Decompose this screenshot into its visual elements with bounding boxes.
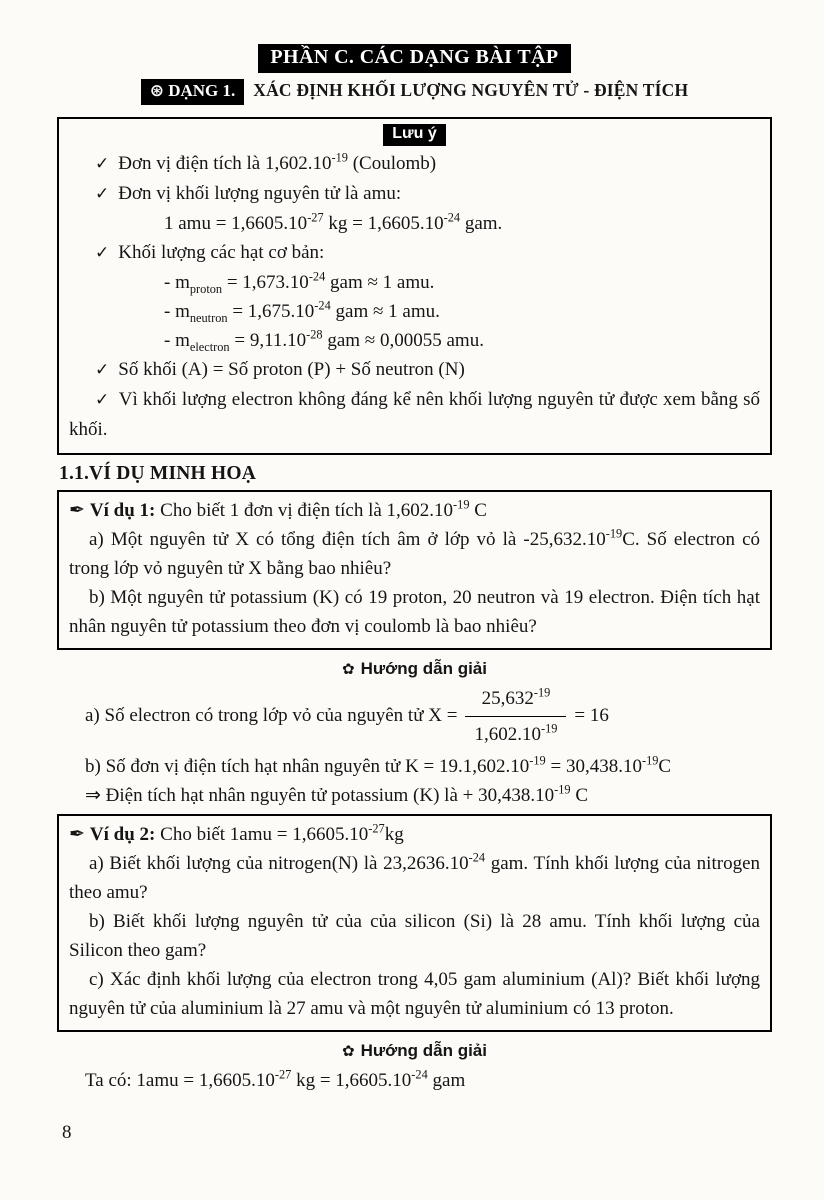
pen-icon: ✒ bbox=[69, 823, 85, 845]
note-badge-row bbox=[69, 122, 760, 146]
pen-icon: ✒ bbox=[69, 499, 85, 521]
note-text: Đơn vị khối lượng nguyên tử là amu: bbox=[118, 183, 402, 204]
dang-title: XÁC ĐỊNH KHỐI LƯỢNG NGUYÊN TỬ - ĐIỆN TÍCH bbox=[253, 80, 689, 100]
solution-1-a-prefix: a) Số electron có trong lớp vỏ của nguyên tử X = bbox=[85, 704, 458, 726]
example-2-part-b: b) Biết khối lượng nguyên tử của của silicon (Si) là 28 amu. Tính khối lượng của Silicon theo gam? bbox=[69, 911, 760, 961]
solution-1-heading-text: Hướng dẫn giải bbox=[360, 659, 487, 678]
check-icon: ✓ bbox=[95, 360, 110, 380]
note-line-electron-negligible bbox=[69, 385, 760, 444]
solution-1-conclusion: ⇒ Điện tích hạt nhân nguyên tử potassium (K) là + $30,438.10^{-19}$ C bbox=[85, 782, 589, 806]
example-1-part-b: b) Một nguyên tử potassium (K) có 19 proton, 20 neutron và 19 electron. Điện tích hạt nhân nguyên tử potassium theo đơn vị coulomb là bao nhiêu? bbox=[69, 587, 760, 637]
gear-icon: ⊛ bbox=[149, 81, 164, 101]
note-line-mass-number bbox=[69, 355, 760, 385]
note-text: Khối lượng các hạt cơ bản: bbox=[118, 242, 325, 263]
note-badge: Lưu ý bbox=[383, 124, 445, 146]
example-2-part-a: a) Biết khối lượng của nitrogen(N) là $23,2636.10^{-24}$ gam. Tính khối lượng của nitrogen theo amu? bbox=[69, 850, 760, 903]
note-box bbox=[57, 117, 772, 455]
note-line-amu-formula: 1 amu = $1,6605.10^{-27}$ kg = $1,6605.10^{-24}$ gam. bbox=[164, 210, 503, 234]
example-2-label: Ví dụ 2: bbox=[89, 824, 156, 845]
note-line-electron-mass: - $m_{electron} = 9,11.10^{-28}$ gam ≈ 0,00055 amu. bbox=[164, 327, 484, 354]
note-text: Số khối (A) = Số proton (P) + Số neutron (N) bbox=[118, 359, 465, 380]
dang-badge-label: DẠNG 1. bbox=[168, 81, 236, 100]
example-2-part-c: c) Xác định khối lượng của electron trong 4,05 gam aluminium (Al)? Biết khối lượng nguyên tử của aluminium là 27 amu và một nguyên tử aluminium có 13 proton. bbox=[69, 969, 760, 1019]
solution-1-part-b: b) Số đơn vị điện tích hạt nhân nguyên tử $K = 19.1,602.10^{-19} = 30,438.10^{-19}C$ bbox=[85, 753, 672, 777]
example-1-label: Ví dụ 1: bbox=[89, 500, 156, 521]
note-text: Đơn vị điện tích là $1,602.10^{-19}$ (Coulomb) bbox=[118, 150, 437, 174]
example-1-part-a: a) Một nguyên tử X có tổng điện tích âm ở lớp vỏ là $-25,632.10^{-19}C$. Số electron có trong lớp vỏ nguyên tử X bằng bao nhiêu? bbox=[69, 526, 761, 579]
note-text: Vì khối lượng electron không đáng kể nên khối lượng nguyên tử được xem bằng số khối. bbox=[69, 389, 760, 440]
fraction bbox=[465, 684, 566, 749]
solution-2-line: Ta có: $1amu = 1,6605.10^{-27}$ kg = $1,6605.10^{-24}$ gam bbox=[85, 1067, 466, 1091]
note-line-unit-charge bbox=[69, 149, 760, 179]
fraction-denominator: $1,602.10^{-19}$ bbox=[474, 721, 558, 745]
example-1-intro bbox=[69, 496, 760, 525]
dang-row bbox=[57, 79, 772, 105]
part-title-row bbox=[57, 44, 772, 73]
fraction-numerator: $25,632^{-19}$ bbox=[465, 684, 566, 717]
example-1-box bbox=[57, 490, 772, 650]
solution-1-heading bbox=[57, 659, 772, 679]
section-heading: 1.1.VÍ DỤ MINH HOẠ bbox=[59, 463, 256, 484]
solution-2-heading bbox=[57, 1041, 772, 1061]
example-1-intro-text: Cho biết 1 đơn vị điện tích là $1,602.10^{-19}$ C bbox=[155, 497, 487, 521]
check-icon: ✓ bbox=[95, 154, 110, 174]
note-line-proton-mass: - $m_{proton} = 1,673.10^{-24}$ gam ≈ 1 amu. bbox=[164, 269, 435, 296]
check-icon: ✓ bbox=[95, 390, 110, 410]
note-line-particle-mass bbox=[69, 238, 760, 268]
solution-2-heading-text: Hướng dẫn giải bbox=[360, 1041, 487, 1060]
check-icon: ✓ bbox=[95, 243, 110, 263]
example-2-box bbox=[57, 814, 772, 1032]
flower-icon: ✿ bbox=[342, 1042, 355, 1060]
flower-icon: ✿ bbox=[342, 660, 355, 678]
note-line-unit-mass bbox=[69, 179, 760, 209]
part-title: PHẦN C. CÁC DẠNG BÀI TẬP bbox=[258, 44, 570, 73]
solution-1-a-result: = 16 bbox=[574, 704, 609, 726]
check-icon: ✓ bbox=[95, 184, 110, 204]
example-2-intro bbox=[69, 820, 760, 849]
dang-badge bbox=[141, 79, 245, 105]
note-line-neutron-mass: - $m_{neutron} = 1,675.10^{-24}$ gam ≈ 1 amu. bbox=[164, 298, 440, 325]
solution-1-part-a bbox=[57, 684, 772, 749]
page-number: 8 bbox=[62, 1122, 72, 1143]
example-2-intro-text: Cho biết $1amu = 1,6605.10^{-27}kg$ bbox=[155, 821, 404, 845]
